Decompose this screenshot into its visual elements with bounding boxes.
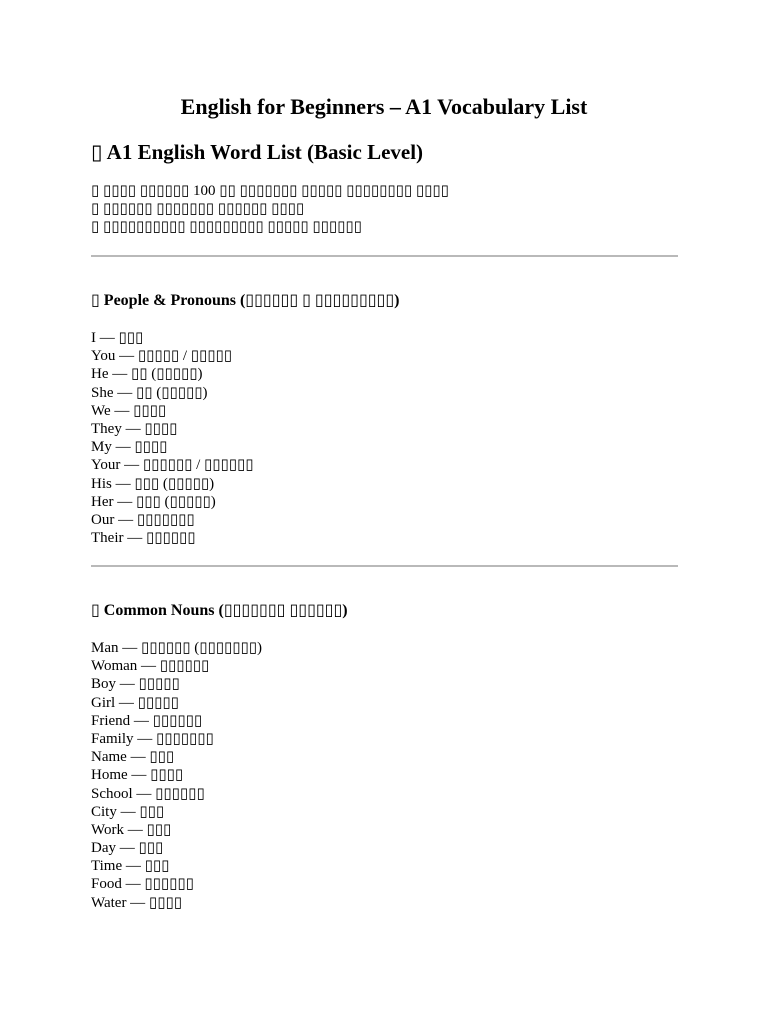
word-entry: Friend — ▯▯▯▯▯▯ xyxy=(91,712,203,729)
word-entry: Girl — ▯▯▯▯▯ xyxy=(91,694,179,711)
word-entry: Home — ▯▯▯▯ xyxy=(91,767,184,784)
intro-line: ▯ ▯▯▯▯▯▯▯▯▯▯ ▯▯▯▯▯▯▯▯▯ ▯▯▯▯▯ ▯▯▯▯▯▯ xyxy=(91,219,362,236)
word-entry: You — ▯▯▯▯▯ / ▯▯▯▯▯ xyxy=(91,348,233,365)
word-entry: Their — ▯▯▯▯▯▯ xyxy=(91,530,196,547)
word-entry: Our — ▯▯▯▯▯▯▯ xyxy=(91,511,195,528)
word-entry: My — ▯▯▯▯ xyxy=(91,439,168,456)
intro-line: ▯ ▯▯▯▯▯▯ ▯▯▯▯▯▯▯ ▯▯▯▯▯▯ ▯▯▯▯ xyxy=(91,201,305,218)
word-entry: Her — ▯▯▯ (▯▯▯▯▯) xyxy=(91,493,216,510)
word-entry: Man — ▯▯▯▯▯▯ (▯▯▯▯▯▯▯) xyxy=(91,640,263,656)
word-list-people-pronouns xyxy=(91,329,254,547)
divider xyxy=(91,255,678,257)
intro-line: ▯ ▯▯▯▯ ▯▯▯▯▯▯ 100 ▯▯ ▯▯▯▯▯▯▯ ▯▯▯▯▯ ▯▯▯▯▯▯▯▯ ▯▯▯▯ xyxy=(91,183,449,199)
word-entry: Day — ▯▯▯ xyxy=(91,840,164,857)
word-entry: Water — ▯▯▯▯ xyxy=(91,894,182,911)
section-heading-people-pronouns: ▯ People & Pronouns (▯▯▯▯▯▯ ▯ ▯▯▯▯▯▯▯▯▯) xyxy=(91,292,400,309)
word-list-subtitle: ▯ A1 English Word List (Basic Level) xyxy=(91,140,424,164)
word-entry: City — ▯▯▯ xyxy=(91,803,165,820)
word-entry: He — ▯▯ (▯▯▯▯▯) xyxy=(91,366,203,383)
word-entry: Name — ▯▯▯ xyxy=(91,749,175,766)
word-entry: Your — ▯▯▯▯▯▯ / ▯▯▯▯▯▯ xyxy=(91,457,254,474)
word-entry: I — ▯▯▯ xyxy=(91,330,144,346)
word-entry: Boy — ▯▯▯▯▯ xyxy=(91,676,180,693)
word-entry: Food — ▯▯▯▯▯▯ xyxy=(91,876,194,893)
word-entry: Family — ▯▯▯▯▯▯▯ xyxy=(91,730,214,747)
document-title: English for Beginners – A1 Vocabulary List xyxy=(180,94,588,119)
divider xyxy=(91,565,678,567)
word-entry: Work — ▯▯▯ xyxy=(91,821,172,838)
word-entry: They — ▯▯▯▯ xyxy=(91,420,178,437)
intro-block xyxy=(91,182,449,237)
section-heading-common-nouns: ▯ Common Nouns (▯▯▯▯▯▯▯ ▯▯▯▯▯▯) xyxy=(91,602,348,619)
word-entry: Time — ▯▯▯ xyxy=(91,858,170,875)
word-entry: School — ▯▯▯▯▯▯ xyxy=(91,785,205,802)
word-entry: Woman — ▯▯▯▯▯▯ xyxy=(91,658,210,675)
word-entry: She — ▯▯ (▯▯▯▯▯) xyxy=(91,384,208,401)
word-entry: His — ▯▯▯ (▯▯▯▯▯) xyxy=(91,475,215,492)
word-entry: We — ▯▯▯▯ xyxy=(91,402,167,419)
word-list-common-nouns xyxy=(91,639,262,912)
